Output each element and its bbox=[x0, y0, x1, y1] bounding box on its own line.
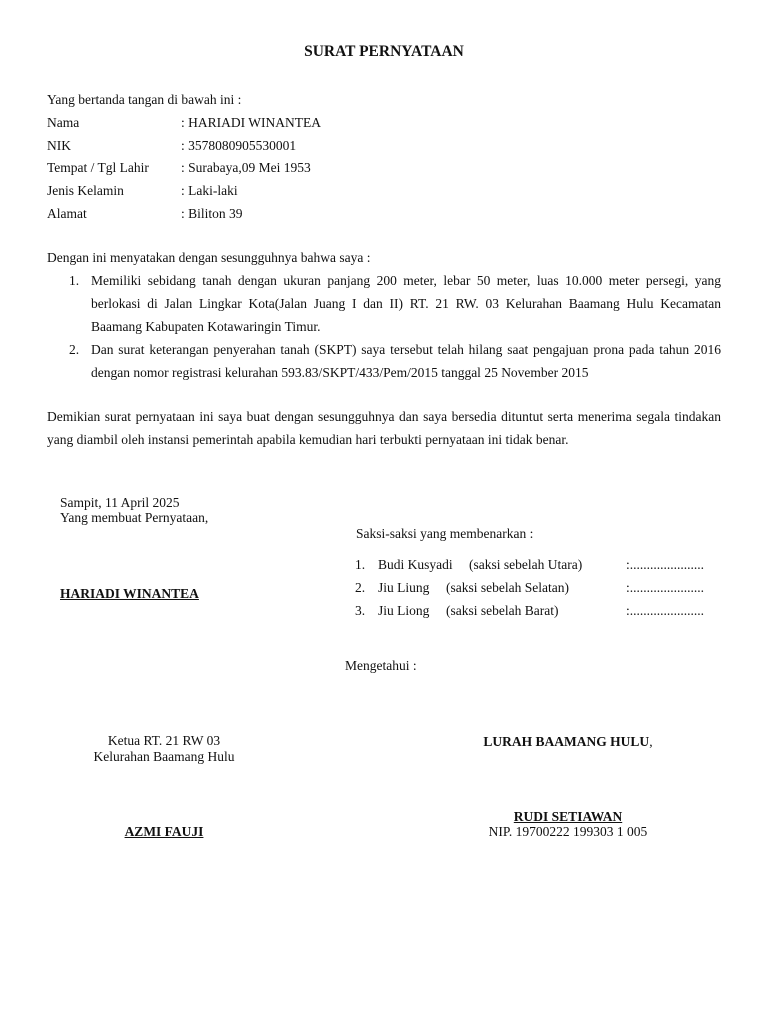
identity-value: : HARIADI WINANTEA bbox=[181, 115, 321, 130]
witness-number: 3. bbox=[355, 603, 366, 618]
witness-name: Jiu Liong bbox=[378, 603, 430, 618]
witness-name: Budi Kusyadi bbox=[378, 557, 453, 572]
witness-signature-line: :...................... bbox=[626, 557, 705, 572]
statement-intro: Dengan ini menyatakan dengan sesungguhnya bahwa saya : bbox=[47, 250, 371, 265]
lurah-title-suffix: , bbox=[649, 734, 653, 749]
rt-head-title-line1: Ketua RT. 21 RW 03 bbox=[107, 733, 221, 748]
place-date: Sampit, 11 April 2025 bbox=[60, 495, 180, 510]
witness-note: (saksi sebelah Utara) bbox=[469, 557, 583, 572]
identity-value: : Biliton 39 bbox=[181, 206, 243, 221]
rt-head-title-line2: Kelurahan Baamang Hulu bbox=[93, 749, 235, 764]
statement-number: 2. bbox=[69, 342, 80, 357]
identity-label: NIK bbox=[47, 138, 71, 153]
identity-label: Alamat bbox=[47, 206, 87, 221]
lurah-nip: NIP. 19700222 199303 1 005 bbox=[488, 824, 648, 839]
signatory-role: Yang membuat Pernyataan, bbox=[60, 510, 209, 525]
signatory-name: HARIADI WINANTEA bbox=[60, 586, 199, 601]
witness-signature-line: :...................... bbox=[626, 580, 705, 595]
identity-label: Jenis Kelamin bbox=[47, 183, 124, 198]
statement-item: Memiliki sebidang tanah dengan ukuran panjang 200 meter, lebar 50 meter, luas 10.000 meter persegi, yang berlokasi di Jalan Lingkar Kota(Jalan Juang I dan II) RT. 21 RW. 03 Kelurahan Baamang Hulu Kecamatan Baamang Kabupaten Kotawaringin Timur. bbox=[91, 273, 721, 334]
witness-heading: Saksi-saksi yang membenarkan : bbox=[356, 526, 534, 541]
statement-number: 1. bbox=[69, 273, 80, 288]
rt-head-title bbox=[64, 733, 264, 765]
identity-value: : 3578080905530001 bbox=[181, 138, 297, 153]
witness-number: 2. bbox=[355, 580, 366, 595]
witness-number: 1. bbox=[355, 557, 366, 572]
statement-item: Dan surat keterangan penyerahan tanah (SKPT) saya tersebut telah hilang saat pengajuan prona pada tahun 2016 dengan nomor registrasi kelurahan 593.83/SKPT/433/Pem/2015 tanggal 25 November 2015 bbox=[91, 342, 721, 380]
witness-signature-line: :...................... bbox=[626, 603, 705, 618]
witness-name: Jiu Liung bbox=[378, 580, 430, 595]
lurah-title bbox=[438, 734, 698, 750]
witness-note: (saksi sebelah Barat) bbox=[446, 603, 559, 618]
identity-label: Nama bbox=[47, 115, 80, 130]
closing-paragraph: Demikian surat pernyataan ini saya buat dengan sesungguhnya dan saya bersedia dituntut serta menerima segala tindakan yang diambil oleh instansi pemerintah apabila kemudian hari terbukti pernyataan ini tidak benar. bbox=[47, 409, 721, 447]
identity-value: : Laki-laki bbox=[181, 183, 238, 198]
lurah-name: RUDI SETIAWAN bbox=[513, 809, 623, 824]
identity-label: Tempat / Tgl Lahir bbox=[47, 160, 149, 175]
intro-text: Yang bertanda tangan di bawah ini : bbox=[47, 92, 242, 107]
acknowledgement-heading: Mengetahui : bbox=[345, 658, 417, 673]
document-title: SURAT PERNYATAAN bbox=[304, 43, 464, 60]
identity-value: : Surabaya,09 Mei 1953 bbox=[181, 160, 311, 175]
witness-note: (saksi sebelah Selatan) bbox=[446, 580, 569, 595]
rt-head-name: AZMI FAUJI bbox=[124, 824, 204, 839]
lurah-title-text: LURAH BAAMANG HULU bbox=[483, 734, 650, 749]
